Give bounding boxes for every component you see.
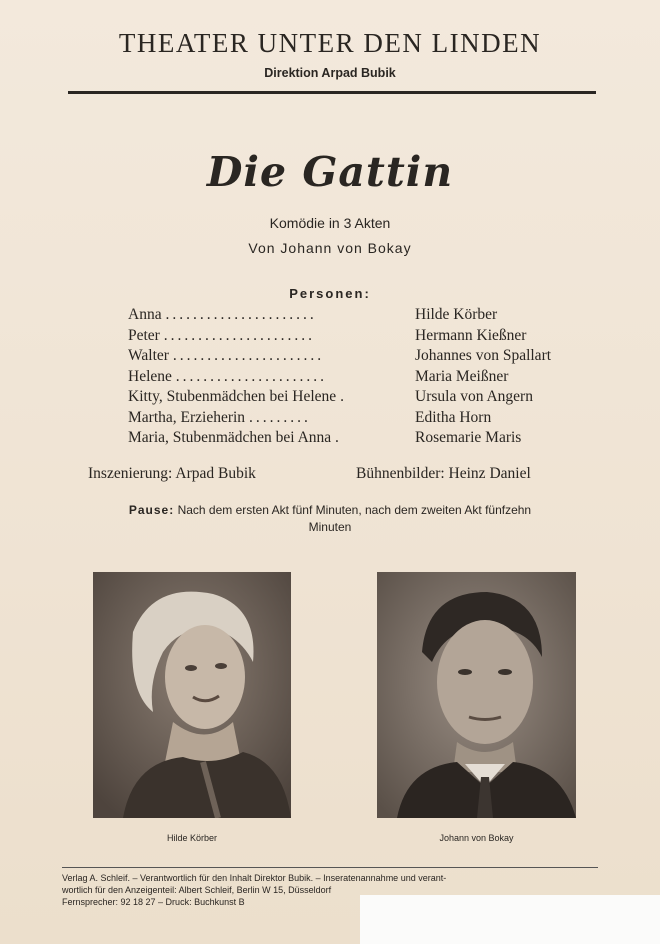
cast-role: Helene ...................... xyxy=(128,367,328,385)
author-photo xyxy=(377,572,576,818)
cast-actor: Editha Horn xyxy=(415,408,492,426)
cast-role: Kitty, Stubenmädchen bei Helene . xyxy=(128,388,347,405)
cast-actor: Ursula von Angern xyxy=(415,388,533,405)
actress-caption: Hilde Körber xyxy=(166,833,218,843)
cast-actor: Rosemarie Maris xyxy=(415,429,522,446)
cast-row xyxy=(128,305,598,326)
direktion-line: Direktion Arpad Bubik xyxy=(264,66,396,80)
cast-list xyxy=(128,305,598,449)
imprint-line: Verlag A. Schleif. – Verantwortlich für den Inhalt Direktor Bubik. – Inseratenannahme und verant- xyxy=(62,873,447,883)
cast-role: Walter ...................... xyxy=(128,347,325,364)
cast-actor: Hermann Kießner xyxy=(415,326,527,344)
imprint-line: Fernsprecher: 92 18 27 – Druck: Buchkunst B xyxy=(62,897,245,907)
cast-row xyxy=(128,367,598,388)
cast-actor: Hilde Körber xyxy=(415,306,498,323)
actress-portrait-image xyxy=(93,572,291,818)
cast-role: Peter ...................... xyxy=(128,326,315,344)
cast-role: Maria, Stubenmädchen bei Anna . xyxy=(128,429,342,446)
cast-heading: Personen: xyxy=(289,286,371,301)
stage-design-credit: Bühnenbilder: Heinz Daniel xyxy=(356,465,531,482)
imprint-line: wortlich für den Anzeigenteil: Albert Schleif, Berlin W 15, Düsseldorf xyxy=(62,885,332,895)
direction-credit: Inszenierung: Arpad Bubik xyxy=(88,465,256,482)
cast-row xyxy=(128,428,598,449)
pause-text: Nach dem ersten Akt fünf Minuten, nach dem zweiten Akt fünfzehn Minuten xyxy=(177,503,532,534)
cast-actor: Johannes von Spallart xyxy=(415,347,552,364)
pause-note xyxy=(110,502,550,536)
play-subtitle: Komödie in 3 Akten xyxy=(269,215,391,231)
pause-label: Pause: xyxy=(128,503,175,517)
play-author: Von Johann von Bokay xyxy=(248,240,412,256)
cast-role: Anna ...................... xyxy=(128,306,317,323)
cast-actor: Maria Meißner xyxy=(415,367,509,385)
author-caption: Johann von Bokay xyxy=(439,833,514,843)
play-title: Die Gattin xyxy=(206,148,454,196)
actress-photo xyxy=(93,572,291,818)
author-portrait-image xyxy=(377,572,576,818)
cast-row xyxy=(128,326,598,347)
footer-divider xyxy=(62,867,598,868)
header-divider xyxy=(68,91,596,94)
cast-row xyxy=(128,408,598,429)
cast-row xyxy=(128,346,598,367)
theater-title: THEATER UNTER DEN LINDEN xyxy=(118,28,542,58)
cast-row xyxy=(128,387,598,408)
torn-corner xyxy=(360,895,660,944)
cast-role: Martha, Erzieherin ......... xyxy=(128,408,311,426)
